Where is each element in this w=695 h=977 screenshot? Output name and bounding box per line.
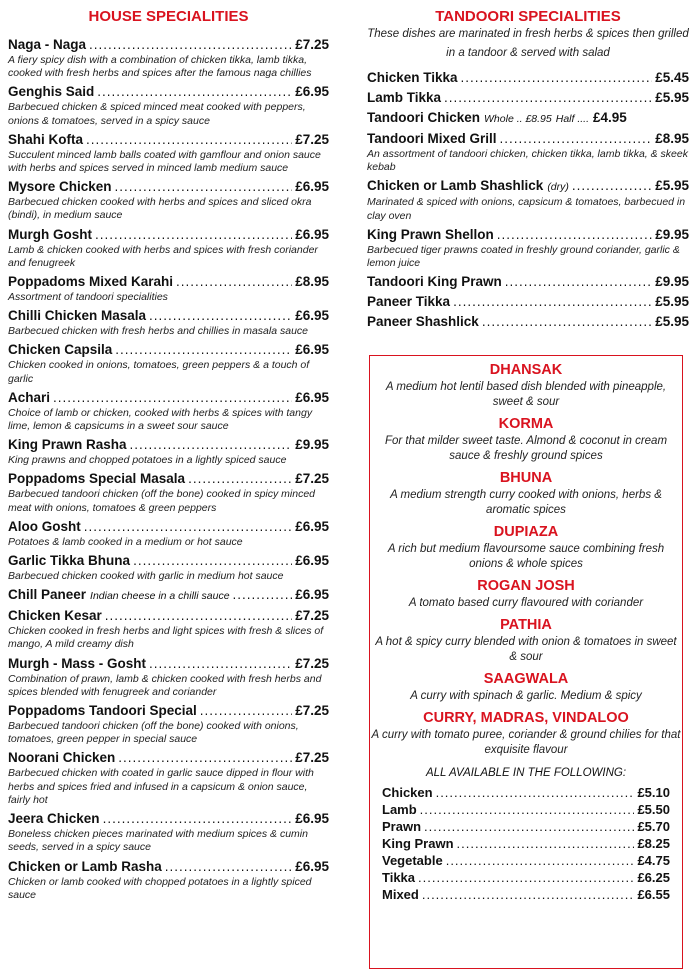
- menu-item-row: [367, 314, 689, 330]
- menu-item-name: Chilli Chicken Masala: [8, 308, 147, 324]
- menu-item-name: Chicken or Lamb Rasha: [8, 858, 162, 874]
- menu-item-name: Shahi Kofta: [8, 131, 84, 147]
- dot-leader: [105, 608, 292, 624]
- menu-item-price: £6.95: [295, 226, 329, 242]
- available-option: [382, 784, 670, 801]
- menu-item: [8, 519, 329, 549]
- menu-item-description: Choice of lamb or chicken, cooked with herbs & spices with tangy lime, lemon & capsicums in a sweet sour sauce: [8, 406, 313, 433]
- menu-item: [8, 703, 329, 746]
- available-title: ALL AVAILABLE IN THE FOLLOWING:: [425, 767, 627, 779]
- available-option: [382, 886, 670, 903]
- available-option-name: Vegetable: [382, 853, 443, 868]
- menu-item: [8, 308, 329, 338]
- dot-leader: [424, 818, 634, 835]
- menu-item-price: £6.95: [295, 811, 329, 827]
- dot-leader: [115, 342, 292, 358]
- available-option: [382, 818, 670, 835]
- menu-item-description: Combination of prawn, lamb & chicken cooked with fresh herbs and spices blended with fenugreek and coriander: [8, 672, 322, 698]
- curry-style-description: A curry with spinach & garlic. Medium & spicy: [410, 690, 642, 702]
- menu-item-name: Tandoori King Prawn: [367, 274, 502, 290]
- menu-item-price: £6.95: [295, 342, 329, 358]
- menu-item-price: £6.95: [295, 587, 329, 603]
- menu-item: [8, 587, 329, 604]
- menu-item-name: Genghis Said: [8, 84, 95, 100]
- dot-leader: [149, 308, 292, 324]
- dot-leader: [176, 274, 292, 290]
- dot-leader: [53, 390, 292, 406]
- curry-styles-list: [370, 362, 682, 758]
- dot-leader: [453, 294, 652, 310]
- menu-item-description: King prawns and chopped potatoes in a lightly spiced sauce: [8, 454, 287, 467]
- menu-item-row: [8, 308, 329, 324]
- menu-item-description: Barbecued chicken cooked with garlic in medium hot sauce: [8, 570, 284, 583]
- menu-item-price: £7.25: [295, 471, 329, 487]
- curry-style-name: SAAGWALA: [483, 671, 569, 687]
- curry-style-name: DUPIAZA: [493, 524, 559, 540]
- curry-style: [370, 470, 682, 518]
- menu-item-name: Lamb Tikka: [367, 90, 442, 105]
- menu-item-price: £7.25: [295, 750, 329, 766]
- menu-item-price: £6.95: [295, 858, 329, 874]
- available-option-name: Lamb: [382, 802, 417, 817]
- dot-leader: [418, 869, 634, 886]
- dot-leader: [444, 90, 652, 106]
- dot-leader: [115, 179, 293, 195]
- curry-style: [370, 362, 682, 410]
- menu-item-price: £6.95: [295, 389, 329, 405]
- menu-item-name: Poppadoms Mixed Karahi: [8, 274, 174, 290]
- dot-leader: [95, 227, 292, 243]
- menu-item-row: [8, 859, 329, 875]
- menu-item-description: Barbecued tandoori chicken (off the bone) cooked in spicy minced meat with onions, tomatoes & green peppers: [8, 488, 316, 514]
- menu-item-description: Barbecued chicken & spiced minced meat cooked with peppers, onions & tomatoes, served in a spicy sauce: [8, 101, 306, 127]
- menu-item-price: £9.95: [655, 226, 689, 242]
- menu-item-description: Assortment of tandoori specialities: [8, 291, 168, 304]
- menu-item-row: [367, 110, 689, 127]
- available-option-price: £5.70: [637, 819, 670, 834]
- menu-item-name: Achari: [8, 389, 51, 405]
- menu-item-name: Poppadoms Tandoori Special: [8, 703, 197, 719]
- menu-item: [8, 274, 329, 304]
- available-option-name: Chicken: [382, 785, 433, 800]
- half-price-note: Half ....: [555, 113, 589, 125]
- available-option-price: £5.10: [637, 785, 670, 800]
- dot-leader: [233, 587, 293, 603]
- menu-item-description: Chicken cooked in fresh herbs and light spices with fresh & slices of mango, A mild creamy dish: [8, 625, 324, 651]
- menu-item: [367, 178, 689, 222]
- dot-leader: [200, 703, 292, 719]
- dot-leader: [482, 314, 652, 330]
- menu-item: [8, 553, 329, 583]
- dot-leader: [103, 811, 293, 827]
- available-option: [382, 801, 670, 818]
- menu-item-row: [8, 587, 329, 604]
- available-option: [382, 869, 670, 886]
- menu-item-row: [8, 274, 329, 290]
- menu-item: [367, 294, 689, 310]
- menu-item-name: Tandoori Chicken: [367, 110, 481, 125]
- menu-item: [367, 314, 689, 330]
- menu-item-price: £7.25: [295, 608, 329, 624]
- curry-style-name: KORMA: [498, 416, 554, 432]
- menu-item-description: Barbecued tiger prawns coated in freshly ground coriander, garlic & lemon juice: [367, 243, 680, 270]
- menu-item-row: [8, 342, 329, 358]
- curry-style: [370, 671, 682, 704]
- available-option-name: Mixed: [382, 887, 419, 902]
- menu-item-row: [8, 608, 329, 624]
- dot-leader: [149, 656, 292, 672]
- curry-style-description: A medium strength curry cooked with onions, herbs & aromatic spices: [390, 489, 662, 516]
- dot-leader: [130, 437, 293, 453]
- menu-item: [367, 227, 689, 270]
- menu-item-description: Marinated & spiced with onions, capsicum & tomatoes, barbecued in clay oven: [367, 196, 686, 222]
- available-option: [382, 852, 670, 869]
- menu-item: [8, 656, 329, 699]
- menu-item-name: Murgh Gosht: [8, 226, 92, 242]
- menu-item-row: [8, 227, 329, 243]
- whole-price-note: Whole .. £8.95: [484, 113, 552, 125]
- menu-item-row: [8, 132, 329, 148]
- menu-item: [8, 132, 329, 175]
- available-option-price: £6.25: [637, 870, 670, 885]
- menu-item-row: [8, 553, 329, 569]
- menu-item-name: Chicken Capsila: [8, 342, 113, 358]
- menu-item-row: [8, 750, 329, 766]
- menu-item-description: Potatoes & lamb cooked in a medium or hot sauce: [8, 535, 243, 548]
- menu-item-price: £6.95: [295, 553, 329, 569]
- menu-item-name: King Prawn Rasha: [8, 437, 127, 453]
- menu-item: [8, 342, 329, 385]
- dot-leader: [84, 519, 292, 535]
- menu-item-row: [8, 703, 329, 719]
- menu-item-name: Chill Paneer: [8, 587, 87, 603]
- curry-style-description: A hot & spicy curry blended with onion & tomatoes in sweet & sour: [375, 636, 677, 663]
- curry-style-name: BHUNA: [499, 470, 553, 486]
- curry-style-description: A medium hot lentil based dish blended with pineapple, sweet & sour: [385, 381, 667, 408]
- menu-item-row: [8, 471, 329, 487]
- menu-item-row: [8, 390, 329, 406]
- dot-leader: [446, 852, 635, 869]
- menu-item-name: Garlic Tikka Bhuna: [8, 553, 131, 569]
- curry-style-description: A tomato based curry flavoured with coriander: [408, 597, 644, 609]
- curry-style-description: For that milder sweet taste. Almond & coconut in cream sauce & freshly ground spices: [384, 435, 668, 462]
- house-specialities-list: [8, 37, 329, 902]
- menu-item-price: £6.95: [295, 179, 329, 195]
- menu-item-name: Jeera Chicken: [8, 811, 100, 827]
- available-option-price: £4.75: [637, 853, 670, 868]
- available-option-price: £6.55: [637, 887, 670, 902]
- menu-item-name: Murgh - Mass - Gosht: [8, 655, 146, 671]
- menu-item: [367, 110, 689, 127]
- menu-item: [8, 437, 329, 467]
- menu-item: [8, 750, 329, 807]
- menu-item-price: £5.95: [655, 314, 689, 330]
- menu-item-row: [367, 274, 689, 290]
- menu-item: [8, 859, 329, 902]
- menu-item-description: Barbecued chicken with coated in garlic sauce dipped in flour with herbs and spices fried and infused in a capsicum & onion sauce, fairly hot: [8, 767, 314, 806]
- menu-item-note: (dry): [547, 181, 569, 194]
- menu-item: [367, 70, 689, 86]
- menu-item-row: [8, 811, 329, 827]
- menu-item-row: [367, 294, 689, 310]
- menu-item-price: £5.95: [655, 90, 689, 105]
- menu-item-row: [367, 131, 689, 147]
- menu-item-price: £7.25: [295, 131, 329, 147]
- available-option-name: Tikka: [382, 870, 416, 885]
- curry-style-description: A curry with tomato puree, coriander & ground chilies for that exquisite flavour: [371, 729, 681, 756]
- dot-leader: [133, 553, 292, 569]
- menu-item-description: Barbecued tandoori chicken (off the bone) cooked with onions, tomatoes, green pepper in special sauce: [8, 720, 299, 746]
- menu-item-name: Naga - Naga: [8, 37, 87, 52]
- menu-item-description: Chicken or lamb cooked with chopped potatoes in a lightly spiced sauce: [8, 875, 312, 901]
- menu-item-row: [8, 519, 329, 535]
- menu-item: [8, 471, 329, 514]
- menu-item-description: Succulent minced lamb balls coated with gamflour and onion sauce with herbs and spices served in minced lamb medium sauce: [8, 148, 321, 175]
- curry-style-name: DHANSAK: [489, 362, 563, 378]
- house-specialities-title: HOUSE SPECIALITIES: [88, 8, 249, 25]
- curry-style: [370, 710, 682, 758]
- menu-item-description: Barbecued chicken cooked with herbs and spices and sliced okra (bindi), in medium sauce: [8, 196, 312, 222]
- curry-style: [370, 617, 682, 665]
- dot-leader: [89, 37, 292, 53]
- dot-leader: [436, 784, 635, 801]
- available-option-name: Prawn: [382, 819, 422, 834]
- menu-item-row: [367, 90, 689, 106]
- dot-leader: [505, 274, 652, 290]
- dot-leader: [500, 131, 653, 147]
- dot-leader: [420, 801, 635, 818]
- tandoori-specialities-title: TANDOORI SPECIALITIES: [435, 8, 621, 25]
- menu-item: [367, 131, 689, 174]
- dot-leader: [422, 886, 635, 903]
- available-price-list: [382, 784, 670, 903]
- menu-item-price: £5.45: [655, 70, 689, 85]
- tandoori-specialities-list: [367, 70, 689, 330]
- menu-item-name: Chicken or Lamb Shashlick: [367, 178, 544, 194]
- tandoori-column: [367, 0, 689, 902]
- menu-item-price: £8.95: [295, 274, 329, 290]
- menu-item-note: Indian cheese in a chilli sauce: [90, 590, 230, 603]
- menu-item: [8, 811, 329, 854]
- available-option-price: £8.25: [637, 836, 670, 851]
- menu-item-name: Tandoori Mixed Grill: [367, 131, 497, 146]
- menu-item-price: £6.95: [295, 308, 329, 324]
- menu-item-description: Lamb & chicken cooked with herbs and spices with fresh coriander and fenugreek: [8, 243, 318, 269]
- menu-item: [8, 37, 329, 80]
- menu-item-row: [8, 37, 329, 53]
- dot-leader: [165, 859, 292, 875]
- menu-item-name: Chicken Tikka: [367, 70, 458, 85]
- menu-item-price: £5.95: [655, 178, 689, 194]
- dot-leader: [118, 750, 292, 766]
- menu-item-name: Paneer Shashlick: [367, 314, 479, 330]
- menu-item-price: £9.95: [655, 274, 689, 290]
- dot-leader: [497, 227, 652, 243]
- menu-item-name: Noorani Chicken: [8, 750, 116, 766]
- dot-leader: [461, 70, 653, 86]
- menu-item: [8, 84, 329, 127]
- curry-styles-box: [369, 355, 683, 969]
- curry-style-name: CURRY, MADRAS, VINDALOO: [423, 710, 629, 726]
- menu-item-row: [367, 178, 689, 195]
- curry-style-name: ROGAN JOSH: [477, 578, 575, 594]
- curry-style-description: A rich but medium flavoursome sauce combining fresh onions & whole spices: [387, 543, 665, 570]
- dot-leader: [86, 132, 292, 148]
- menu-item-row: [8, 437, 329, 453]
- dot-leader: [188, 471, 292, 487]
- menu-item: [8, 227, 329, 270]
- menu-item-price: £4.95: [593, 110, 627, 125]
- menu-item: [8, 608, 329, 651]
- menu-item-row: [367, 70, 689, 86]
- menu-item: [8, 179, 329, 222]
- available-option: [382, 835, 670, 852]
- dot-leader: [572, 178, 652, 194]
- house-specialities-column: [8, 0, 329, 906]
- menu-item-name: Paneer Tikka: [367, 294, 451, 310]
- menu-item-description: A fiery spicy dish with a combination of chicken tikka, lamb tikka, cooked with fresh herbs and spices after the famous naga chillies: [8, 54, 312, 80]
- menu-item: [8, 390, 329, 433]
- menu-item-description: Chicken cooked in onions, tomatoes, green peppers & a touch of garlic: [8, 359, 310, 385]
- menu-item-price: £7.25: [295, 655, 329, 671]
- menu-item-row: [367, 227, 689, 243]
- menu-item-description: Barbecued chicken with fresh herbs and chillies in masala sauce: [8, 325, 308, 338]
- menu-item-price: £6.95: [295, 518, 329, 534]
- menu-item-name: King Prawn Shellon: [367, 226, 494, 242]
- menu-item-name: Chicken Kesar: [8, 608, 102, 624]
- tandoori-intro: These dishes are marinated in fresh herbs & spices then grilled in a tandoor & served with salad: [367, 28, 689, 59]
- menu-item-price: £7.25: [295, 703, 329, 719]
- menu-item: [367, 274, 689, 290]
- menu-item-row: [8, 179, 329, 195]
- curry-style: [370, 524, 682, 572]
- dot-leader: [457, 835, 635, 852]
- menu-item-row: [8, 656, 329, 672]
- menu-item-name: Aloo Gosht: [8, 518, 81, 534]
- curry-style-name: PATHIA: [500, 617, 552, 633]
- menu-item: [367, 90, 689, 106]
- menu-item-description: An assortment of tandoori chicken, chicken tikka, lamb tikka, & skeek kebab: [367, 148, 688, 174]
- menu-item-price: £9.95: [295, 437, 329, 453]
- curry-style: [370, 578, 682, 611]
- menu-item-row: [8, 84, 329, 100]
- menu-item-price: £5.95: [655, 294, 689, 310]
- menu-item-name: Poppadoms Special Masala: [8, 471, 186, 487]
- curry-style: [370, 416, 682, 464]
- available-option-price: £5.50: [637, 802, 670, 817]
- menu-item-price: £7.25: [295, 37, 329, 52]
- menu-item-name: Mysore Chicken: [8, 179, 112, 195]
- menu-item-price: £6.95: [295, 84, 329, 100]
- dot-leader: [97, 84, 292, 100]
- menu-item-description: Boneless chicken pieces marinated with medium spices & cumin seeds, served in a spicy sauce: [8, 828, 308, 854]
- available-option-name: King Prawn: [382, 836, 454, 851]
- menu-item-price: £8.95: [655, 131, 689, 146]
